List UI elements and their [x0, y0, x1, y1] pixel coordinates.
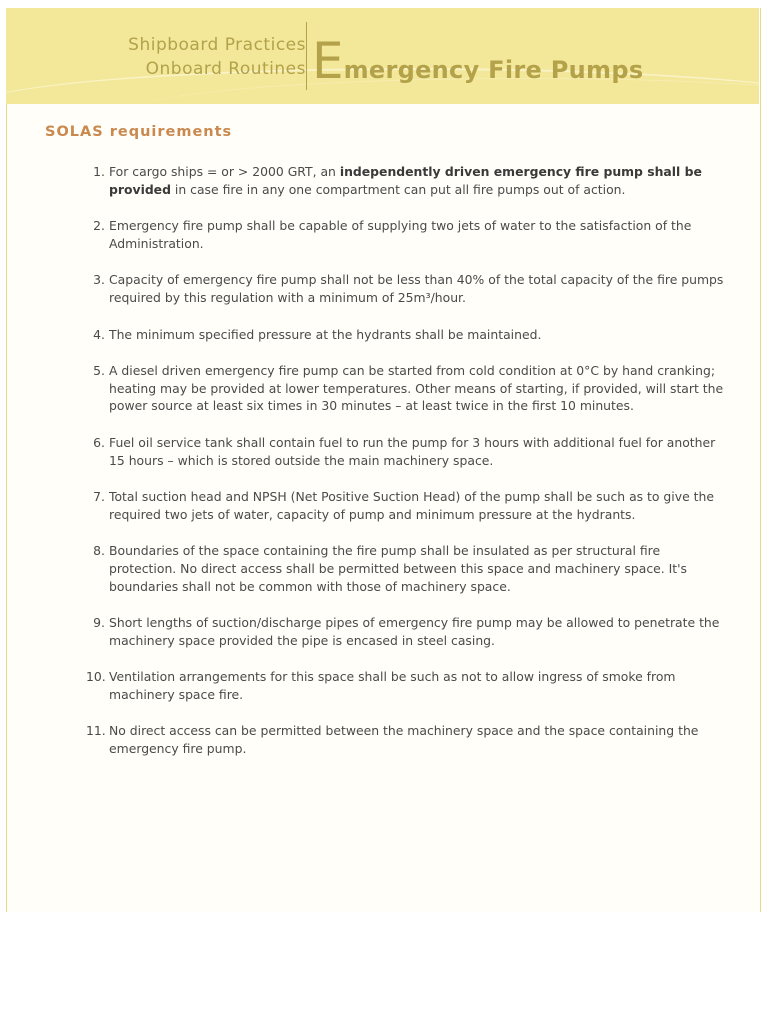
list-item-text: The minimum specified pressure at the hydrants shall be maintained.	[109, 326, 542, 342]
list-item-number: 6.	[93, 434, 105, 450]
list-item-number: 7.	[93, 489, 105, 505]
section-heading: SOLAS requirements	[45, 124, 233, 140]
list-item-text: Total suction head and NPSH (Net Positive Suction Head) of the pump shall be such as to give the required two jets of water, capacity of pump and minimum pressure at the hydrants.	[109, 489, 714, 522]
list-item-text: Boundaries of the space containing the fire pump shall be insulated as per structural fire protection. No direct access shall be permitted between this space and machinery space. It's boundaries shall not be common with those of machinery space.	[109, 543, 688, 594]
list-item	[86, 614, 726, 649]
list-item-text: Capacity of emergency fire pump shall not be less than 40% of the total capacity of the fire pumps required by this regulation with a minimum of 25m³/hour.	[109, 272, 724, 305]
list-item-number: 4.	[93, 326, 105, 342]
list-item-text: Ventilation arrangements for this space shall be such as not to allow ingress of smoke from machinery space fire.	[109, 669, 676, 702]
list-item	[86, 326, 726, 344]
header-routines-label: Onboard Routines	[145, 59, 306, 79]
list-item-text: Short lengths of suction/discharge pipes of emergency fire pump may be allowed to penetrate the machinery space provided the pipe is encased in steel casing.	[109, 615, 720, 648]
requirements-list	[86, 163, 726, 758]
list-item-number: 5.	[93, 363, 105, 379]
list-item-text-after: in case fire in any one compartment can put all fire pumps out of action.	[170, 181, 626, 197]
list-item	[86, 271, 726, 306]
list-item-number: 10.	[86, 669, 106, 685]
list-item-text-before: For cargo ships = or > 2000 GRT, an	[109, 164, 340, 179]
list-item-text-emphasis: independently driven emergency fire pump shall be provided	[109, 164, 702, 197]
list-item-number: 11.	[86, 723, 106, 739]
header-divider	[306, 22, 307, 90]
list-item	[86, 542, 726, 595]
list-item	[86, 488, 726, 523]
list-item	[86, 434, 726, 469]
list-item-text: No direct access can be permitted between the machinery space and the space containing the emergency fire pump.	[109, 723, 699, 757]
list-item-number: 2.	[93, 218, 105, 234]
list-item	[86, 722, 726, 757]
page-title	[312, 32, 644, 95]
page-title-rest: mergency Fire Pumps	[343, 56, 644, 84]
list-item	[86, 668, 726, 703]
list-item-number: 8.	[93, 543, 105, 559]
list-item-text	[109, 164, 702, 197]
list-item-text: Fuel oil service tank shall contain fuel to run the pump for 3 hours with additional fuel for another 15 hours – which is stored outside the main machinery space.	[109, 434, 716, 468]
list-item	[86, 163, 726, 198]
list-item	[86, 362, 726, 415]
list-item-number: 3.	[93, 272, 105, 288]
header-subtitle-block	[128, 33, 306, 81]
list-item	[86, 217, 726, 252]
list-item-text: Emergency fire pump shall be capable of supplying two jets of water to the satisfaction of the Administration.	[109, 218, 692, 251]
list-item-text: A diesel driven emergency fire pump can be started from cold condition at 0°C by hand cranking; heating may be provided at lower temperatures. Other means of starting, if provided, will start the power source at least six times in 30 minutes – at least twice in the first 10 minutes.	[109, 363, 724, 414]
page-title-initial: E	[312, 32, 344, 90]
list-item-number: 1.	[93, 164, 105, 179]
list-item-number: 9.	[93, 615, 105, 631]
header-practices-label: Shipboard Practices	[128, 35, 306, 55]
